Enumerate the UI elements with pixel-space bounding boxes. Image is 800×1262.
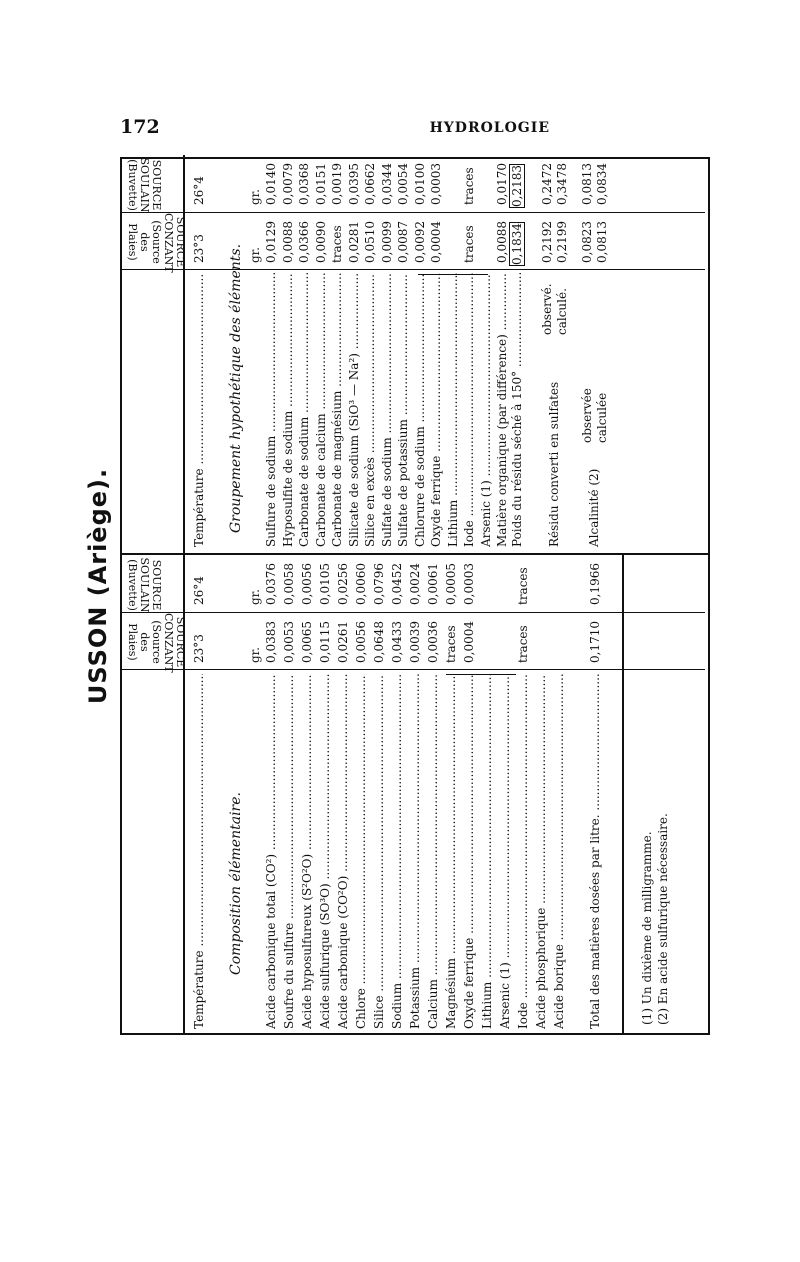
unit-source2-right: gr. bbox=[248, 189, 262, 205]
value-source2: 0,0024 bbox=[408, 563, 422, 605]
total-source2: 0,1966 bbox=[588, 563, 602, 605]
value-source2: 0,0005 bbox=[444, 563, 458, 605]
water-analysis-table bbox=[120, 157, 710, 1035]
section-title: Composition élémentaire. bbox=[228, 792, 244, 975]
column-header-source1-right: SOURCE CONZANT (Source des Plaies) bbox=[126, 213, 187, 273]
value-source1: 0,0099 bbox=[379, 221, 394, 263]
panel-elemental bbox=[120, 555, 710, 1035]
section-title-right: Groupement hypothétique des éléments. bbox=[228, 243, 244, 533]
value-source1: traces bbox=[444, 625, 458, 663]
value-source1: traces bbox=[330, 225, 344, 263]
value-source2: 0,0170 bbox=[495, 163, 509, 205]
row-label: Carbonate de calcium ..... bbox=[314, 273, 328, 547]
total-label: Total des matières dosées par litre. ..... bbox=[588, 674, 602, 1029]
row-label: Silicate de sodium (SiO³ — Na²) ..... bbox=[347, 273, 361, 547]
row-label: Potassium ..... bbox=[408, 674, 422, 1029]
residu-rows bbox=[540, 155, 570, 553]
value-source2: 0,0151 bbox=[313, 163, 328, 205]
value-source2: 0,0079 bbox=[280, 163, 295, 205]
value-source2: 0,0054 bbox=[396, 163, 410, 205]
value-source1: 0,0115 bbox=[318, 621, 332, 663]
row-label: Acide borique ..... bbox=[552, 674, 566, 1029]
row-label: Iode ..... bbox=[516, 674, 530, 1029]
row-label: Matière organique (par différence) ..... bbox=[495, 273, 509, 547]
value-source1: 0,0090 bbox=[313, 221, 328, 263]
value-source2: 0,0056 bbox=[300, 563, 314, 605]
value-source1: 0,0004 bbox=[462, 621, 476, 663]
row-label: Sulfate de potassium ..... bbox=[396, 273, 410, 547]
row-label: Sodium ..... bbox=[390, 674, 404, 1029]
row-label: Iode ..... bbox=[462, 273, 476, 547]
value-source2: 0,0344 bbox=[379, 163, 394, 205]
page-title: USSON (Ariège). bbox=[84, 467, 113, 705]
value-source2: 0,0100 bbox=[412, 163, 427, 205]
value-source1: 0,0088 bbox=[495, 221, 509, 263]
alcalinite-rows bbox=[580, 155, 610, 553]
value-source1: traces bbox=[462, 225, 476, 263]
value-source1: 0,0433 bbox=[390, 621, 404, 663]
row-label: Silice ..... bbox=[372, 674, 386, 1029]
residu-obs-source1: 0,2192 bbox=[540, 221, 554, 263]
value-source2: 0,0256 bbox=[336, 563, 350, 605]
temp-source2-right: 26°4 bbox=[192, 176, 206, 205]
unit-source1-right: gr. bbox=[248, 247, 262, 263]
residu-calculated-label: calculé. bbox=[555, 288, 569, 335]
residu-calc-source1: 0,2199 bbox=[555, 221, 569, 263]
unit-source2: gr. bbox=[248, 589, 262, 605]
value-source2: 0,0452 bbox=[390, 563, 404, 605]
value-source2: traces bbox=[516, 567, 530, 605]
value-source2: 0,0140 bbox=[264, 163, 278, 205]
temperature-label-right: Température ..... bbox=[192, 273, 206, 547]
value-source2: 0,0376 bbox=[264, 563, 278, 605]
row-label: Carbonate de sodium ..... bbox=[297, 273, 311, 547]
value-source2: 0,0003 bbox=[462, 563, 476, 605]
value-source1: 0,0129 bbox=[264, 221, 278, 263]
value-source1: traces bbox=[516, 625, 530, 663]
value-source1: 0,0004 bbox=[429, 221, 443, 263]
alcalinite-label: Alcalinité (2) bbox=[587, 468, 601, 547]
value-source1: 0,0510 bbox=[363, 221, 377, 263]
row-label: Acide sulfurique (SO³O) ..... bbox=[318, 674, 332, 1029]
page-number: 172 bbox=[120, 116, 160, 138]
alcalinite-observed-label: observée bbox=[580, 388, 594, 443]
alcal-obs-source1: 0,0823 bbox=[580, 221, 594, 263]
temp-source1: 23°3 bbox=[192, 634, 206, 663]
column-header-source2-right: SOURCE SOULAIN (Buvette) bbox=[126, 157, 163, 213]
row-label: Acide carbonique (CO²O) ..... bbox=[336, 674, 350, 1029]
row-label: Sulfure de sodium ..... bbox=[264, 273, 278, 547]
residu-obs-source2: 0,2472 bbox=[540, 163, 554, 205]
row-label: Oxyde ferrique ..... bbox=[429, 273, 443, 547]
row-label: Calcium ..... bbox=[426, 674, 440, 1029]
value-source2: 0,0796 bbox=[372, 563, 386, 605]
temp-source2: 26°4 bbox=[192, 576, 206, 605]
value-source1: 0,0065 bbox=[300, 621, 314, 663]
residu-calc-source2: 0,3478 bbox=[555, 163, 569, 205]
row-label: Chlorure de sodium ..... bbox=[413, 273, 427, 547]
row-label: Acide phosphorique ..... bbox=[534, 674, 548, 1029]
row-label: Acide hyposulfureux (S²O²O) ..... bbox=[300, 674, 314, 1029]
alcalinite-calculated-label: calculée bbox=[595, 392, 609, 443]
value-source1: 0,0056 bbox=[354, 621, 368, 663]
row-label: Sulfate de sodium ..... bbox=[380, 273, 394, 547]
page-header bbox=[120, 116, 710, 140]
right-brace bbox=[418, 274, 488, 281]
value-source1: 0,0281 bbox=[346, 221, 361, 263]
residu-label: Résidu converti en sulfates bbox=[547, 381, 561, 547]
value-source2: 0,0019 bbox=[330, 163, 344, 205]
column-header-source1: SOURCE CONZANT (Source des Plaies) bbox=[126, 613, 187, 673]
row-label: Arsenic (1) ..... bbox=[498, 674, 512, 1029]
value-source1: 0,0092 bbox=[412, 221, 427, 263]
value-source2: 0,0368 bbox=[297, 163, 311, 205]
poids-label: Poids du résidu séché à 150° ..... bbox=[510, 273, 524, 547]
value-source2: 0,0061 bbox=[426, 563, 440, 605]
row-label: Soufre du sulfure ..... bbox=[282, 674, 296, 1029]
temp-source1-right: 23°3 bbox=[192, 234, 206, 263]
column-header-source2: SOURCE SOULAIN (Buvette) bbox=[126, 557, 163, 613]
poids-source1: 0,1834 bbox=[510, 223, 524, 265]
panel-grouping bbox=[120, 155, 710, 555]
value-source2: traces bbox=[462, 167, 476, 205]
value-source1: 0,0648 bbox=[372, 621, 386, 663]
value-source2: 0,0395 bbox=[346, 163, 361, 205]
footnote-1: (1) Un dixième de milligramme. bbox=[640, 831, 654, 1025]
value-source2: 0,0003 bbox=[429, 163, 443, 205]
total-source1: 0,1710 bbox=[588, 621, 602, 663]
row-label: Chlore ..... bbox=[354, 674, 368, 1029]
value-source1: 0,0383 bbox=[264, 621, 278, 663]
residu-observed-label: observé. bbox=[540, 283, 554, 335]
value-source1: 0,0053 bbox=[282, 621, 296, 663]
row-label: Hyposulfite de sodium ..... bbox=[281, 273, 295, 547]
running-head: HYDROLOGIE bbox=[429, 120, 550, 136]
footnote-2: (2) En acide sulfurique nécessaire. bbox=[656, 813, 670, 1025]
row-label: Silice en excès ..... bbox=[363, 273, 377, 547]
value-source1: 0,0087 bbox=[396, 221, 410, 263]
alcal-calc-source1: 0,0813 bbox=[595, 221, 609, 263]
left-brace bbox=[446, 674, 516, 681]
value-source1: 0,0039 bbox=[408, 621, 422, 663]
row-label: Carbonate de magnésium ..... bbox=[330, 273, 344, 547]
unit-source1: gr. bbox=[248, 647, 262, 663]
value-source1: 0,0088 bbox=[280, 221, 295, 263]
row-label: Magnésium ..... bbox=[444, 674, 458, 1029]
row-label: Acide carbonique total (CO²) ..... bbox=[264, 674, 278, 1029]
alcal-calc-source2: 0,0834 bbox=[595, 163, 609, 205]
value-source2: 0,0060 bbox=[354, 563, 368, 605]
value-source1: 0,0036 bbox=[426, 621, 440, 663]
temperature-label: Température ..... bbox=[192, 674, 206, 1029]
poids-source2: 0,2183 bbox=[510, 165, 524, 207]
row-label: Lithium ..... bbox=[446, 273, 460, 547]
value-source1: 0,0366 bbox=[297, 221, 311, 263]
value-source2: 0,0058 bbox=[282, 563, 296, 605]
value-source1: 0,0261 bbox=[336, 621, 350, 663]
row-label: Arsenic (1) ..... bbox=[479, 273, 493, 547]
value-source2: 0,0662 bbox=[363, 163, 377, 205]
row-label: Oxyde ferrique ..... bbox=[462, 674, 476, 1029]
row-label: Lithium ..... bbox=[480, 674, 494, 1029]
value-source2: 0,0105 bbox=[318, 563, 332, 605]
alcal-obs-source2: 0,0813 bbox=[580, 163, 594, 205]
